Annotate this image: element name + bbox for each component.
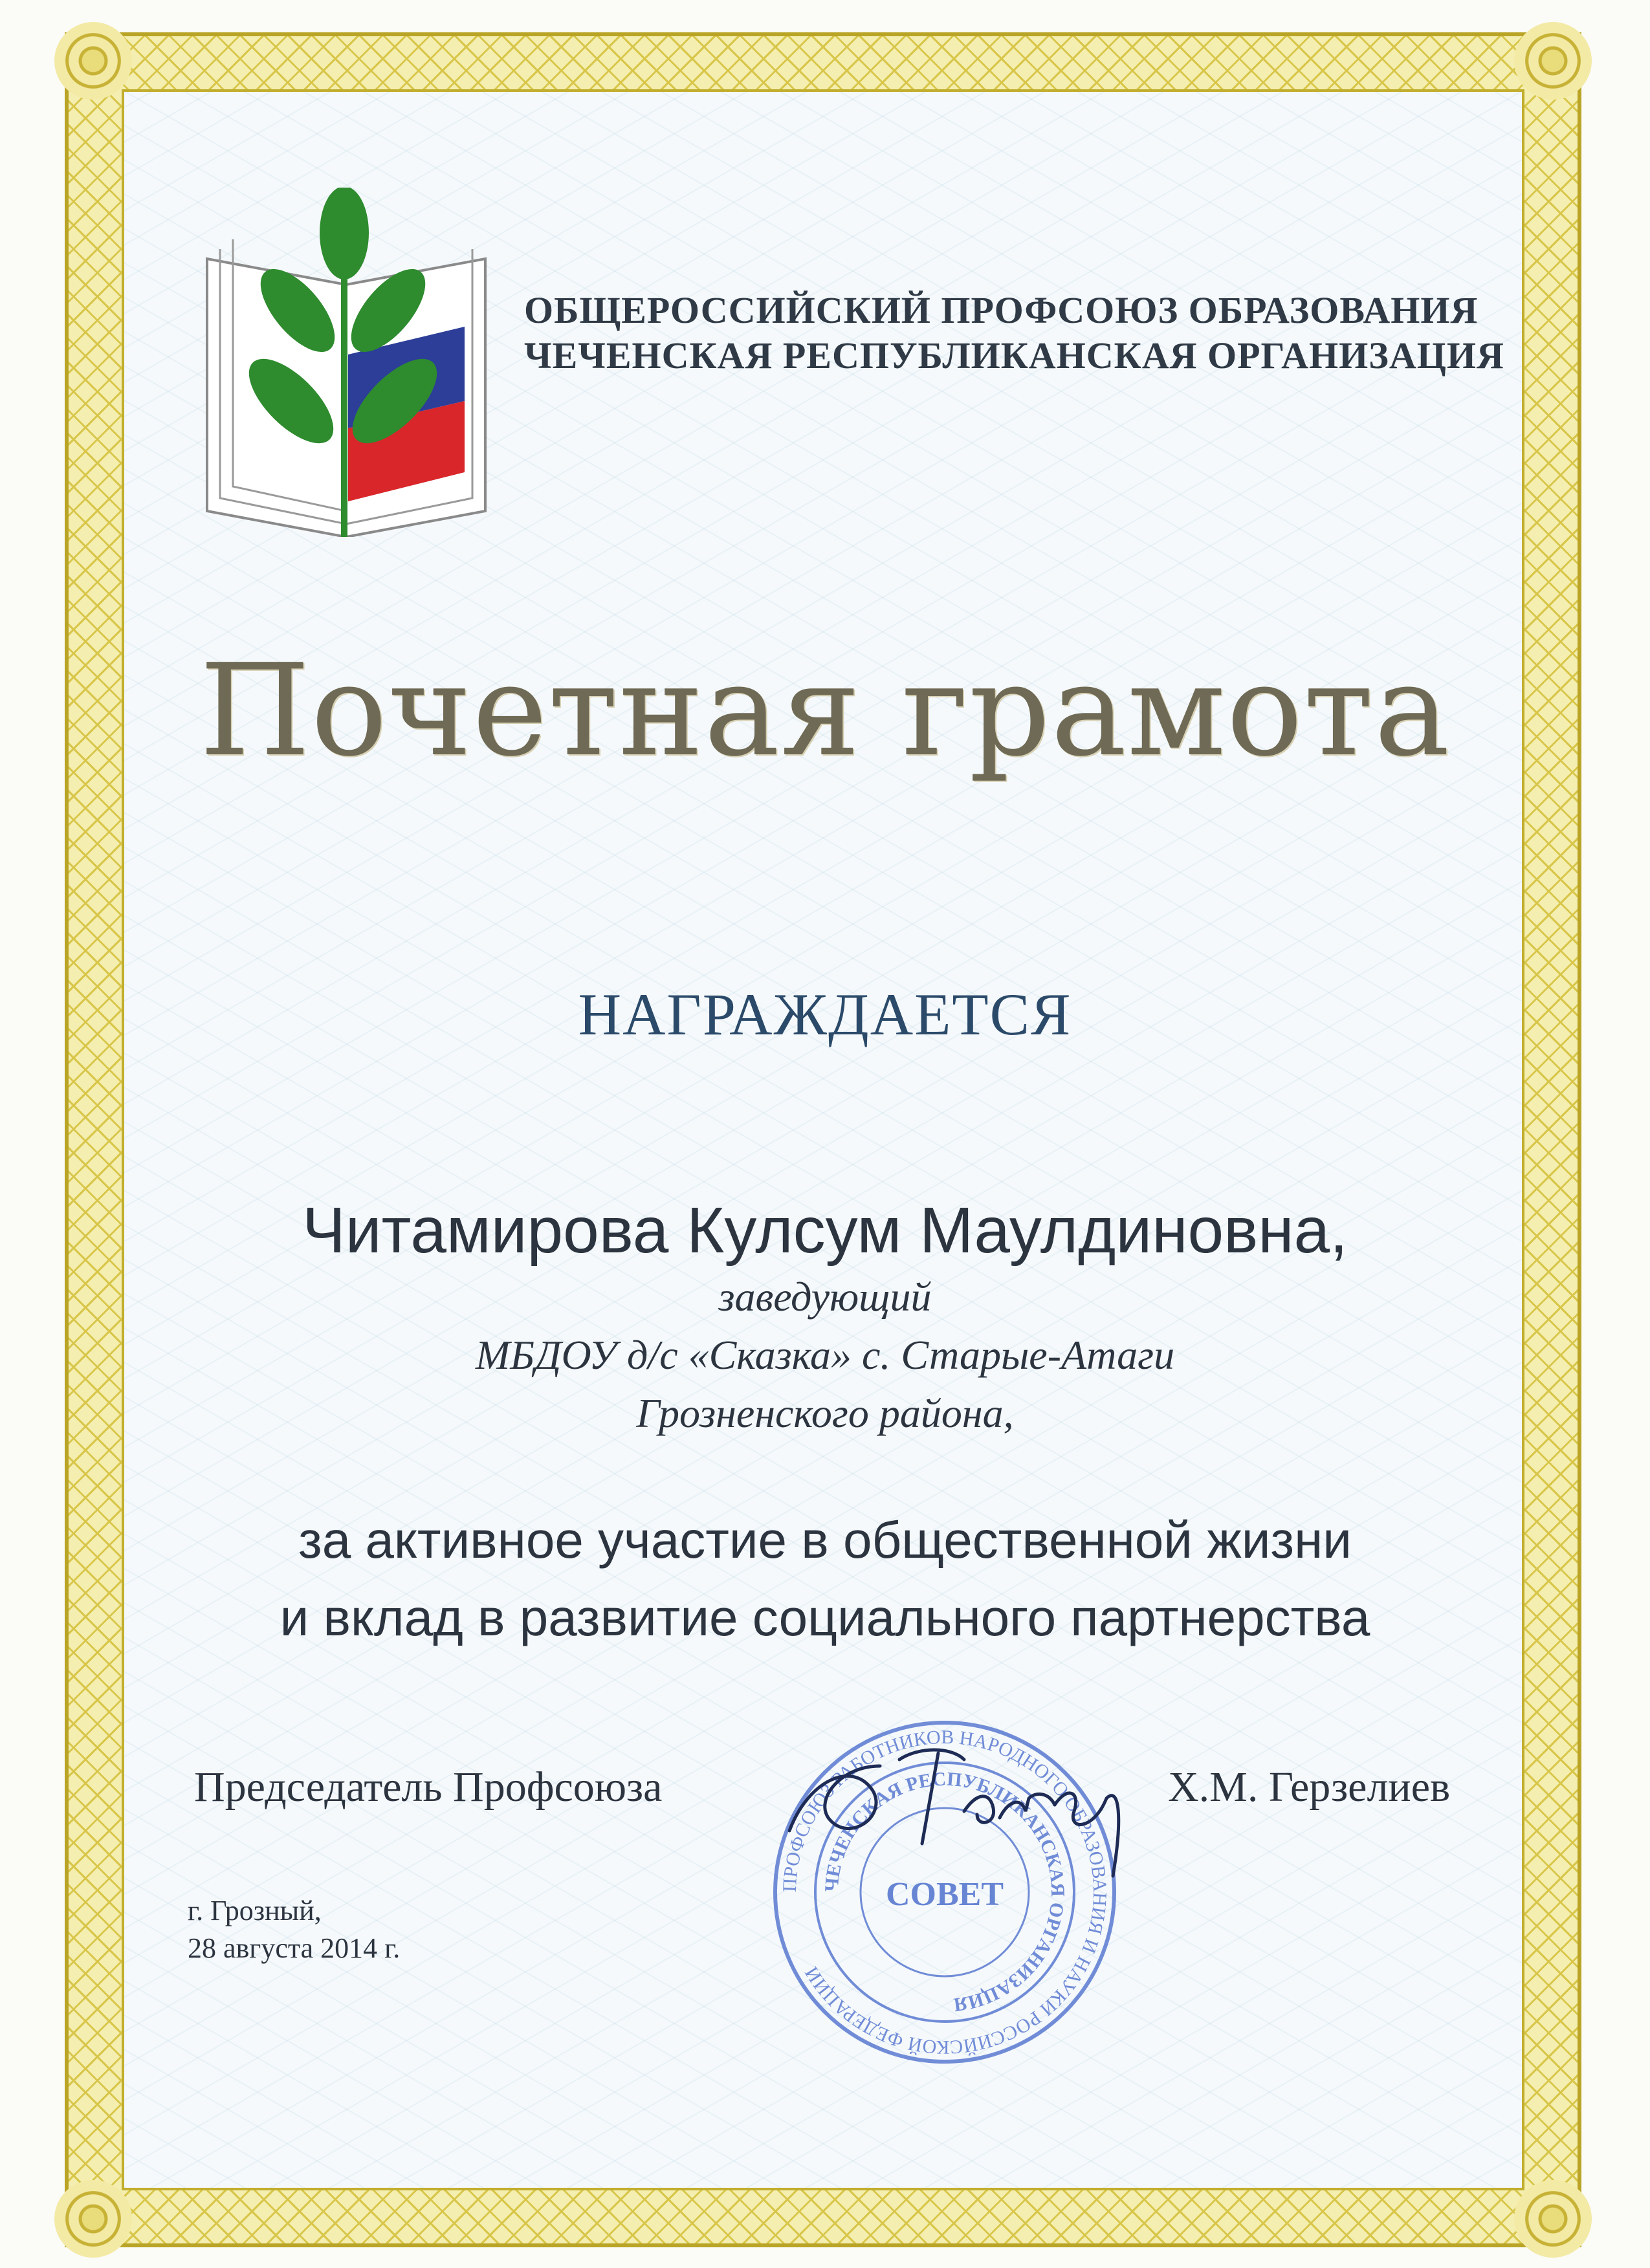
recipient-institution: МБДОУ д/с «Сказка» с. Старые-Атаги xyxy=(475,1332,1175,1378)
award-reason-line-1: за активное участие в общественной жизни xyxy=(298,1511,1352,1569)
corner-ornament xyxy=(1514,22,1592,100)
handwritten-signature xyxy=(770,1721,1132,1889)
corner-ornament xyxy=(1514,2180,1592,2258)
organization-line-2: ЧЕЧЕНСКАЯ РЕСПУБЛИКАНСКАЯ ОРГАНИЗАЦИЯ xyxy=(524,334,1504,376)
corner-ornament xyxy=(54,2180,132,2258)
recipient-position: заведующий xyxy=(718,1274,932,1320)
stamp-ring-text: ПРОФСОЮЗ РАБОТНИКОВ НАРОДНОГО ОБРАЗОВАНИЯ И НАУКИ РОССИЙСКОЙ ФЕДЕРАЦИИ xyxy=(778,1726,1111,2058)
stamp-center-text: СОВЕТ xyxy=(885,1876,1004,1913)
union-logo-icon xyxy=(194,188,498,537)
issue-date: 28 августа 2014 г. xyxy=(188,1932,401,1964)
award-reason-line-2: и вклад в развитие социального партнерства xyxy=(280,1589,1370,1646)
signatory-role: Председатель Профсоюза xyxy=(194,1763,663,1811)
recipient-district: Грозненского района, xyxy=(636,1390,1014,1436)
issue-place-date xyxy=(188,1892,400,1967)
organization-name xyxy=(524,288,1504,378)
stamp-inner-text: ЧЕЧЕНСКАЯ РЕСПУБЛИКАНСКАЯ ОРГАНИЗАЦИЯ xyxy=(820,1768,1069,2016)
certificate-title: Почетная грамота xyxy=(199,637,1451,785)
recipient-name: Читамирова Кулсум Маулдиновна, xyxy=(302,1194,1348,1267)
awarded-heading: НАГРАЖДАЕТСЯ xyxy=(578,981,1072,1047)
signatory-name: Х.М. Герзелиев xyxy=(1168,1763,1451,1811)
organization-line-1: ОБЩЕРОССИЙСКИЙ ПРОФСОЮЗ ОБРАЗОВАНИЯ xyxy=(524,289,1479,331)
corner-ornament xyxy=(54,22,132,100)
issue-city: г. Грозный, xyxy=(188,1895,322,1926)
